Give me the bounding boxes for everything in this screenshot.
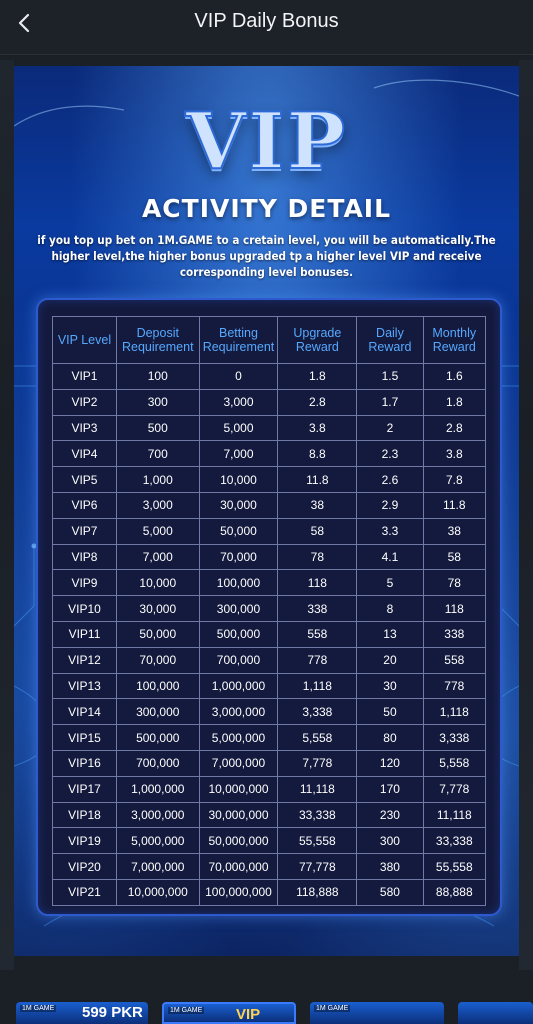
cell-daily-reward: 4.1: [357, 544, 423, 570]
table-row: [53, 441, 486, 467]
thumb-tag: 1M GAME: [22, 1005, 55, 1012]
cell-daily-reward: 2: [357, 415, 423, 441]
cell-daily-reward: 580: [357, 879, 423, 905]
cell-monthly-reward: 78: [423, 570, 485, 596]
cell-vip-level: VIP11: [53, 621, 117, 647]
cell-deposit: 10,000,000: [116, 879, 199, 905]
cell-monthly-reward: 778: [423, 673, 485, 699]
cell-betting: 3,000,000: [199, 699, 278, 725]
thumb-tag: 1M GAME: [170, 1007, 203, 1014]
header-deposit-requirement: Deposit Requirement: [116, 317, 199, 364]
table-row: [53, 879, 486, 905]
cell-betting: 1,000,000: [199, 673, 278, 699]
cell-monthly-reward: 38: [423, 518, 485, 544]
table-row: [53, 415, 486, 441]
header-daily-reward: Daily Reward: [357, 317, 423, 364]
cell-monthly-reward: 3,338: [423, 725, 485, 751]
cell-monthly-reward: 11,118: [423, 802, 485, 828]
header-monthly-reward: Monthly Reward: [423, 317, 485, 364]
cell-betting: 7,000,000: [199, 750, 278, 776]
cell-betting: 0: [199, 364, 278, 390]
cell-deposit: 3,000: [116, 492, 199, 518]
cell-deposit: 7,000: [116, 544, 199, 570]
cell-upgrade-reward: 58: [278, 518, 357, 544]
table-row: [53, 467, 486, 493]
top-bar: [0, 0, 533, 55]
promo-thumbnails: [0, 1002, 533, 1024]
activity-description: if you top up bet on 1M.GAME to a cretain level, you will be automatically.The higher level,the higher bonus upgraded tp a higher level VIP and receive corresponding level bonuses.: [37, 233, 496, 279]
vip-table-panel: [36, 298, 502, 916]
cell-monthly-reward: 1.6: [423, 364, 485, 390]
cell-daily-reward: 3.3: [357, 518, 423, 544]
cell-daily-reward: 1.7: [357, 389, 423, 415]
cell-upgrade-reward: 7,778: [278, 750, 357, 776]
cell-vip-level: VIP10: [53, 596, 117, 622]
cell-vip-level: VIP12: [53, 647, 117, 673]
cell-daily-reward: 2.9: [357, 492, 423, 518]
cell-deposit: 70,000: [116, 647, 199, 673]
cell-deposit: 1,000,000: [116, 776, 199, 802]
cell-monthly-reward: 338: [423, 621, 485, 647]
cell-upgrade-reward: 33,338: [278, 802, 357, 828]
cell-vip-level: VIP9: [53, 570, 117, 596]
cell-deposit: 5,000: [116, 518, 199, 544]
cell-monthly-reward: 33,338: [423, 828, 485, 854]
header-betting-requirement: Betting Requirement: [199, 317, 278, 364]
cell-upgrade-reward: 38: [278, 492, 357, 518]
cell-daily-reward: 2.3: [357, 441, 423, 467]
cell-upgrade-reward: 338: [278, 596, 357, 622]
cell-upgrade-reward: 77,778: [278, 854, 357, 880]
cell-betting: 100,000: [199, 570, 278, 596]
cell-betting: 70,000: [199, 544, 278, 570]
cell-vip-level: VIP21: [53, 879, 117, 905]
thumb-text: 599 PKR: [82, 1004, 143, 1021]
cell-vip-level: VIP8: [53, 544, 117, 570]
cell-monthly-reward: 118: [423, 596, 485, 622]
cell-vip-level: VIP18: [53, 802, 117, 828]
promo-thumb-4[interactable]: [458, 1002, 533, 1024]
table-header-row: [53, 317, 486, 364]
cell-deposit: 3,000,000: [116, 802, 199, 828]
thumb-tag: 1M GAME: [316, 1005, 349, 1012]
cell-betting: 700,000: [199, 647, 278, 673]
activity-title: ACTIVITY DETAIL: [141, 194, 392, 223]
cell-vip-level: VIP17: [53, 776, 117, 802]
cell-upgrade-reward: 778: [278, 647, 357, 673]
side-strip-left: [0, 60, 14, 970]
cell-monthly-reward: 7.8: [423, 467, 485, 493]
promo-thumb-2[interactable]: [162, 1002, 296, 1024]
cell-daily-reward: 50: [357, 699, 423, 725]
cell-upgrade-reward: 1.8: [278, 364, 357, 390]
table-row: [53, 492, 486, 518]
cell-daily-reward: 120: [357, 750, 423, 776]
table-row: [53, 699, 486, 725]
cell-deposit: 300: [116, 389, 199, 415]
cell-deposit: 10,000: [116, 570, 199, 596]
cell-vip-level: VIP3: [53, 415, 117, 441]
cell-deposit: 100,000: [116, 673, 199, 699]
cell-monthly-reward: 3.8: [423, 441, 485, 467]
cell-monthly-reward: 88,888: [423, 879, 485, 905]
table-row: [53, 389, 486, 415]
cell-vip-level: VIP6: [53, 492, 117, 518]
cell-upgrade-reward: 8.8: [278, 441, 357, 467]
cell-vip-level: VIP5: [53, 467, 117, 493]
cell-upgrade-reward: 3,338: [278, 699, 357, 725]
cell-daily-reward: 5: [357, 570, 423, 596]
table-row: [53, 364, 486, 390]
cell-vip-level: VIP7: [53, 518, 117, 544]
cell-deposit: 7,000,000: [116, 854, 199, 880]
cell-daily-reward: 170: [357, 776, 423, 802]
cell-upgrade-reward: 118,888: [278, 879, 357, 905]
cell-deposit: 1,000: [116, 467, 199, 493]
table-row: [53, 828, 486, 854]
cell-monthly-reward: 11.8: [423, 492, 485, 518]
cell-monthly-reward: 5,558: [423, 750, 485, 776]
cell-betting: 50,000: [199, 518, 278, 544]
cell-monthly-reward: 58: [423, 544, 485, 570]
cell-monthly-reward: 558: [423, 647, 485, 673]
cell-monthly-reward: 1,118: [423, 699, 485, 725]
cell-upgrade-reward: 118: [278, 570, 357, 596]
table-row: [53, 621, 486, 647]
cell-vip-level: VIP15: [53, 725, 117, 751]
cell-deposit: 50,000: [116, 621, 199, 647]
table-row: [53, 750, 486, 776]
cell-deposit: 500,000: [116, 725, 199, 751]
cell-monthly-reward: 55,558: [423, 854, 485, 880]
cell-deposit: 700,000: [116, 750, 199, 776]
table-row: [53, 854, 486, 880]
cell-vip-level: VIP13: [53, 673, 117, 699]
cell-upgrade-reward: 3.8: [278, 415, 357, 441]
cell-betting: 3,000: [199, 389, 278, 415]
cell-monthly-reward: 1.8: [423, 389, 485, 415]
cell-upgrade-reward: 2.8: [278, 389, 357, 415]
cell-betting: 30,000: [199, 492, 278, 518]
cell-upgrade-reward: 78: [278, 544, 357, 570]
cell-daily-reward: 300: [357, 828, 423, 854]
cell-upgrade-reward: 5,558: [278, 725, 357, 751]
cell-betting: 10,000,000: [199, 776, 278, 802]
promo-thumb-3[interactable]: [310, 1002, 444, 1024]
table-row: [53, 776, 486, 802]
cell-daily-reward: 80: [357, 725, 423, 751]
table-row: [53, 725, 486, 751]
cell-deposit: 5,000,000: [116, 828, 199, 854]
cell-deposit: 500: [116, 415, 199, 441]
side-strip-right: [519, 60, 533, 970]
table-row: [53, 673, 486, 699]
cell-betting: 30,000,000: [199, 802, 278, 828]
vip-banner: [14, 66, 519, 956]
table-row: [53, 647, 486, 673]
cell-betting: 50,000,000: [199, 828, 278, 854]
thumb-text: VIP: [236, 1006, 261, 1023]
cell-daily-reward: 13: [357, 621, 423, 647]
cell-upgrade-reward: 558: [278, 621, 357, 647]
cell-betting: 70,000,000: [199, 854, 278, 880]
cell-daily-reward: 1.5: [357, 364, 423, 390]
vip-bonus-table: [52, 316, 486, 906]
cell-daily-reward: 30: [357, 673, 423, 699]
cell-betting: 5,000: [199, 415, 278, 441]
cell-upgrade-reward: 55,558: [278, 828, 357, 854]
cell-deposit: 700: [116, 441, 199, 467]
cell-betting: 100,000,000: [199, 879, 278, 905]
table-row: [53, 518, 486, 544]
cell-monthly-reward: 7,778: [423, 776, 485, 802]
page-title: VIP Daily Bonus: [194, 10, 339, 32]
table-row: [53, 544, 486, 570]
cell-vip-level: VIP2: [53, 389, 117, 415]
cell-upgrade-reward: 11.8: [278, 467, 357, 493]
header-vip-level: VIP Level: [53, 317, 117, 364]
cell-vip-level: VIP19: [53, 828, 117, 854]
cell-upgrade-reward: 1,118: [278, 673, 357, 699]
cell-daily-reward: 230: [357, 802, 423, 828]
cell-deposit: 300,000: [116, 699, 199, 725]
cell-vip-level: VIP1: [53, 364, 117, 390]
cell-betting: 300,000: [199, 596, 278, 622]
cell-betting: 5,000,000: [199, 725, 278, 751]
cell-daily-reward: 2.6: [357, 467, 423, 493]
promo-thumb-1[interactable]: [16, 1002, 148, 1024]
header-upgrade-reward: Upgrade Reward: [278, 317, 357, 364]
cell-upgrade-reward: 11,118: [278, 776, 357, 802]
cell-betting: 500,000: [199, 621, 278, 647]
cell-daily-reward: 20: [357, 647, 423, 673]
cell-betting: 10,000: [199, 467, 278, 493]
cell-vip-level: VIP14: [53, 699, 117, 725]
cell-daily-reward: 8: [357, 596, 423, 622]
cell-daily-reward: 380: [357, 854, 423, 880]
table-row: [53, 596, 486, 622]
cell-betting: 7,000: [199, 441, 278, 467]
cell-vip-level: VIP16: [53, 750, 117, 776]
cell-deposit: 30,000: [116, 596, 199, 622]
cell-deposit: 100: [116, 364, 199, 390]
cell-vip-level: VIP4: [53, 441, 117, 467]
vip-logo: VIP: [185, 96, 348, 187]
cell-vip-level: VIP20: [53, 854, 117, 880]
table-body: [53, 364, 486, 906]
table-row: [53, 570, 486, 596]
table-row: [53, 802, 486, 828]
cell-monthly-reward: 2.8: [423, 415, 485, 441]
